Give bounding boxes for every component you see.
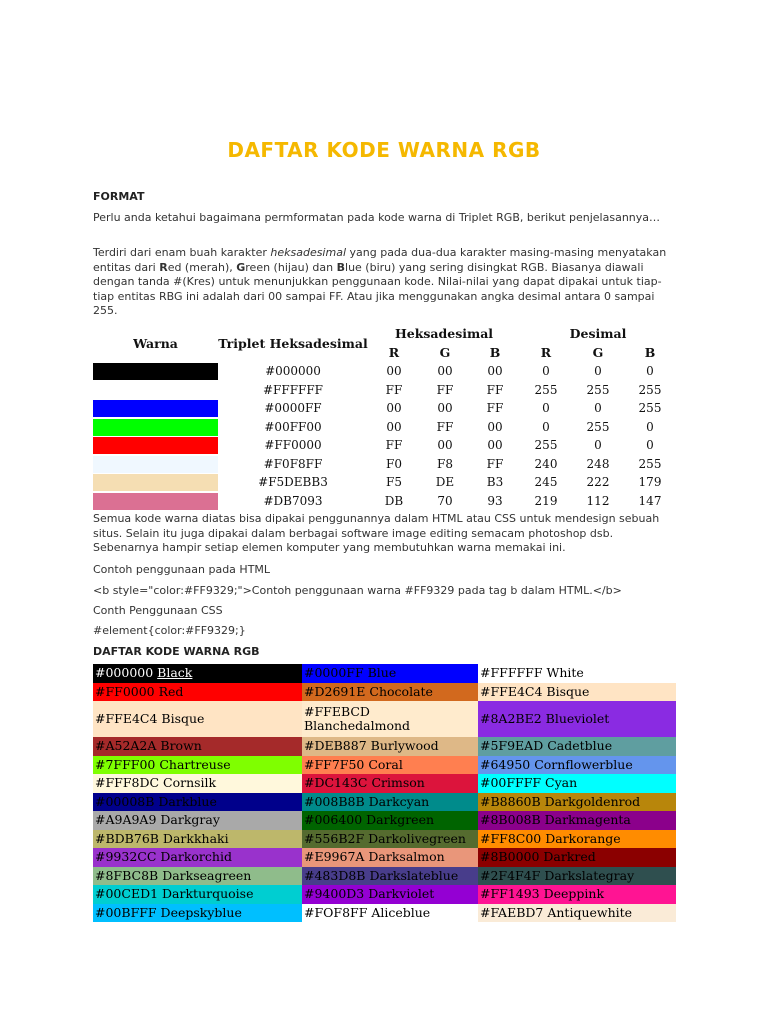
color-list-item-label: #00BFFF Deepskyblue bbox=[95, 904, 242, 920]
table-cell-hr: 00 bbox=[386, 364, 402, 378]
color-list-item bbox=[93, 701, 302, 737]
color-list-item-label: #FF8C00 Darkorange bbox=[480, 830, 621, 846]
table-cell-hb: 00 bbox=[487, 419, 503, 434]
table-cell-dg: 112 bbox=[586, 493, 610, 508]
table-cell-triplet: #FF0000 bbox=[264, 438, 322, 452]
color-list-item-label: #9932CC Darkorchid bbox=[95, 849, 232, 865]
table-cell-hr: FF bbox=[385, 382, 403, 397]
color-list-item-label: #FF1493 Deeppink bbox=[480, 886, 605, 902]
table-cell-hb: FF bbox=[486, 401, 504, 415]
header-hex-r: R bbox=[388, 345, 400, 360]
table-cell-triplet: #00FF00 bbox=[264, 419, 322, 434]
color-swatch bbox=[93, 363, 218, 380]
table-cell-dg: 222 bbox=[586, 475, 610, 489]
table-cell-hg: 70 bbox=[437, 493, 453, 508]
table-cell-db: 255 bbox=[638, 382, 662, 397]
table-cell-hr: 00 bbox=[386, 401, 402, 415]
color-list-item bbox=[478, 848, 676, 867]
header-dec-r: R bbox=[540, 345, 552, 360]
color-list-item bbox=[93, 756, 302, 775]
color-list-item-label: #FFF8DC Cornsilk bbox=[95, 775, 217, 791]
table-cell-hg: 00 bbox=[437, 364, 453, 378]
color-list-item bbox=[93, 664, 302, 683]
color-list-item-label: #DC143C Crimson bbox=[304, 775, 425, 791]
color-list-item-label: #006400 Darkgreen bbox=[304, 812, 435, 828]
color-list-item-label: #B8860B Darkgoldenrod bbox=[480, 793, 641, 809]
color-swatch bbox=[93, 419, 218, 436]
header-desimal: Desimal bbox=[569, 326, 627, 341]
page-title: DAFTAR KODE WARNA RGB bbox=[227, 138, 541, 162]
table-cell-hb: FF bbox=[486, 456, 504, 471]
color-list-item bbox=[93, 885, 302, 904]
format-heading: FORMAT bbox=[93, 190, 145, 203]
table-cell-hr: FF bbox=[385, 438, 403, 452]
table-cell-dr: 255 bbox=[534, 382, 558, 397]
table-cell-hb: FF bbox=[486, 382, 504, 397]
header-warna: Warna bbox=[133, 336, 178, 351]
color-list-item bbox=[93, 683, 302, 702]
color-list-item bbox=[302, 811, 478, 830]
html-example-code: <b style="color:#FF9329;">Contoh penggunaan warna #FF9329 pada tag b dalam HTML.</b> bbox=[93, 584, 622, 597]
color-list-item-label: #2F4F4F Darkslategray bbox=[480, 867, 635, 883]
color-swatch bbox=[93, 437, 218, 454]
color-list-item bbox=[93, 774, 302, 793]
color-swatch bbox=[93, 474, 218, 491]
css-example-code: #element{color:#FF9329;} bbox=[93, 624, 246, 637]
color-swatch bbox=[93, 400, 218, 417]
table-cell-hr: 00 bbox=[386, 419, 402, 434]
color-list-item bbox=[478, 904, 676, 923]
description-paragraph: Terdiri dari enam buah karakter heksadesimal yang pada dua-dua karakter masing-masing menyatakan entitas dari Red (merah), Green (hijau) dan Blue (biru) yang sering disingkat RGB. Biasanya diawali dengan tanda #(Kres) untuk menunjukkan penggunaan kode. Nilai-nilai yang dapat dipakai untuk tiap-tiap entitas RBG ini adalah dari 00 sampai FF. Atau jika menggunakan angka desimal antara 0 sampai 255. bbox=[93, 246, 667, 317]
color-list-item-label: #00FFFF Cyan bbox=[480, 775, 578, 791]
color-list-item bbox=[93, 867, 302, 886]
html-example-label: Contoh penggunaan pada HTML bbox=[93, 563, 271, 576]
color-list-item bbox=[302, 756, 478, 775]
table-cell-hb: 93 bbox=[487, 493, 503, 508]
color-list-item-label: #8A2BE2 Blueviolet bbox=[480, 711, 610, 726]
color-list-item-label: #9400D3 Darkviolet bbox=[304, 886, 435, 902]
table-cell-hb: B3 bbox=[486, 475, 504, 489]
table-cell-db: 255 bbox=[638, 456, 662, 471]
table-cell-hb: 00 bbox=[487, 364, 503, 378]
color-list-item-label: #5F9EAD Cadetblue bbox=[480, 738, 613, 754]
color-name-link[interactable]: Black bbox=[157, 665, 193, 681]
color-swatch bbox=[93, 493, 218, 510]
table-cell-db: 179 bbox=[638, 475, 662, 489]
color-list-item-label: #64950 Cornflowerblue bbox=[480, 756, 633, 772]
color-swatch bbox=[93, 382, 218, 399]
color-list-item bbox=[478, 664, 676, 683]
table-cell-dr: 0 bbox=[542, 419, 550, 434]
table-cell-db: 0 bbox=[646, 364, 654, 378]
color-list-item bbox=[478, 701, 676, 737]
color-list-item-label: #D2691E Chocolate bbox=[304, 683, 433, 699]
table-cell-hg: FF bbox=[436, 382, 454, 397]
table-cell-triplet: #0000FF bbox=[264, 401, 322, 415]
color-list-item-label: #556B2F Darkolivegreen bbox=[304, 830, 466, 846]
color-list-item bbox=[93, 811, 302, 830]
color-list-item bbox=[93, 793, 302, 812]
header-triplet: Triplet Heksadesimal bbox=[218, 336, 368, 351]
color-list-item-label: #00CED1 Darkturquoise bbox=[95, 886, 254, 902]
color-list-item-label: #0000FF Blue bbox=[304, 665, 397, 681]
header-heksadesimal: Heksadesimal bbox=[394, 326, 494, 341]
color-list-item bbox=[302, 701, 478, 737]
color-list-item-label: #8B0000 Darkred bbox=[480, 849, 596, 865]
color-list-item-label: #E9967A Darksalmon bbox=[304, 849, 445, 865]
color-list-heading: DAFTAR KODE WARNA RGB bbox=[93, 645, 260, 658]
color-list-item bbox=[302, 867, 478, 886]
table-cell-dg: 255 bbox=[586, 382, 610, 397]
color-list-item bbox=[478, 793, 676, 812]
table-cell-hr: DB bbox=[384, 493, 404, 508]
table-cell-triplet: #FFFFFF bbox=[262, 382, 323, 397]
color-list-item bbox=[302, 774, 478, 793]
table-cell-dr: 240 bbox=[534, 456, 558, 471]
table-cell-dr: 255 bbox=[534, 438, 558, 452]
table-cell-triplet: #000000 bbox=[265, 364, 321, 378]
color-list-item bbox=[302, 848, 478, 867]
color-list-item-label: #000000 bbox=[95, 665, 158, 681]
table-cell-hg: FF bbox=[436, 419, 454, 434]
color-list-item-label: #FFEBCD Blanchedalmond bbox=[304, 704, 411, 733]
table-cell-dr: 0 bbox=[542, 364, 550, 378]
table-cell-hr: F5 bbox=[386, 475, 402, 489]
color-list-item-label: #A52A2A Brown bbox=[95, 738, 202, 754]
table-cell-dr: 219 bbox=[534, 493, 558, 508]
color-list-item bbox=[478, 811, 676, 830]
table-cell-dg: 0 bbox=[594, 364, 602, 378]
color-list-item bbox=[478, 867, 676, 886]
table-cell-db: 0 bbox=[646, 438, 654, 452]
color-list-item bbox=[478, 885, 676, 904]
color-list-item bbox=[478, 737, 676, 756]
color-list-item bbox=[302, 664, 478, 683]
color-list-item-label: #FAEBD7 Antiquewhite bbox=[480, 904, 633, 920]
table-cell-db: 0 bbox=[646, 419, 654, 434]
color-list-item bbox=[93, 904, 302, 923]
table-cell-dg: 248 bbox=[586, 456, 610, 471]
color-list-item-label: #483D8B Darkslateblue bbox=[304, 867, 459, 883]
table-cell-hb: 00 bbox=[487, 438, 503, 452]
table-cell-hg: 00 bbox=[437, 401, 453, 415]
color-list-item-label: #8FBC8B Darkseagreen bbox=[95, 867, 252, 883]
table-cell-db: 255 bbox=[638, 401, 662, 415]
header-dec-b: B bbox=[644, 345, 656, 360]
color-list-item bbox=[478, 756, 676, 775]
color-list-item-label: #DEB887 Burlywood bbox=[304, 738, 439, 754]
color-list-item bbox=[302, 793, 478, 812]
color-list-item-label: #BDB76B Darkkhaki bbox=[95, 830, 229, 846]
color-list-item bbox=[302, 683, 478, 702]
table-cell-hg: DE bbox=[435, 475, 455, 489]
color-list-item-label: #FFFFFF White bbox=[480, 665, 584, 681]
color-list-item bbox=[478, 830, 676, 849]
usage-paragraph: Semua kode warna diatas bisa dipakai penggunannya dalam HTML atau CSS untuk mendesign sebuah situs. Selain itu juga dipakai dalam berbagai software image editing semacam photoshop dsb. Sebenarnya hampir setiap elemen komputer yang membutuhkan warna memakai ini. bbox=[93, 512, 660, 554]
header-dec-g: G bbox=[592, 345, 604, 360]
color-list-item bbox=[302, 885, 478, 904]
color-list-item-label: #FFE4C4 Bisque bbox=[95, 711, 205, 726]
table-cell-hg: F8 bbox=[437, 456, 453, 471]
table-cell-dg: 0 bbox=[594, 401, 602, 415]
css-example-label: Conth Penggunaan CSS bbox=[93, 604, 223, 617]
color-list-item-label: #00008B Darkblue bbox=[95, 793, 217, 809]
intro-paragraph: Perlu anda ketahui bagaimana permformatan pada kode warna di Triplet RGB, berikut penjelasannya… bbox=[93, 211, 661, 224]
color-list-item-label: #FF7F50 Coral bbox=[304, 756, 403, 772]
color-list-item-label: #FFE4C4 Bisque bbox=[480, 683, 590, 699]
color-list-item bbox=[93, 737, 302, 756]
color-list-item bbox=[478, 774, 676, 793]
table-cell-triplet: #F5DEBB3 bbox=[258, 475, 328, 489]
color-list-item-label: #8B008B Darkmagenta bbox=[480, 812, 631, 828]
table-cell-dr: 245 bbox=[534, 475, 558, 489]
color-list-item-label: #7FFF00 Chartreuse bbox=[95, 756, 231, 772]
color-list-item bbox=[478, 683, 676, 702]
color-list-item-label: #A9A9A9 Darkgray bbox=[95, 812, 220, 828]
color-list-item bbox=[93, 848, 302, 867]
color-list-item-label: #FOF8FF Aliceblue bbox=[304, 904, 431, 920]
color-list-item bbox=[302, 830, 478, 849]
table-cell-dr: 0 bbox=[542, 401, 550, 415]
color-list-item bbox=[302, 904, 478, 923]
table-cell-triplet: #F0F8FF bbox=[263, 456, 323, 471]
header-hex-g: G bbox=[439, 345, 451, 360]
table-cell-hg: 00 bbox=[437, 438, 453, 452]
table-cell-dg: 0 bbox=[594, 438, 602, 452]
table-cell-triplet: #DB7093 bbox=[263, 493, 323, 508]
color-list-item-label: #008B8B Darkcyan bbox=[304, 793, 430, 809]
table-cell-dg: 255 bbox=[586, 419, 610, 434]
color-list-item-label: #FF0000 Red bbox=[95, 683, 184, 699]
color-swatch bbox=[93, 456, 218, 473]
header-hex-b: B bbox=[489, 345, 501, 360]
table-cell-hr: F0 bbox=[386, 456, 402, 471]
color-list-item bbox=[302, 737, 478, 756]
color-list-item bbox=[93, 830, 302, 849]
table-cell-db: 147 bbox=[638, 493, 662, 508]
